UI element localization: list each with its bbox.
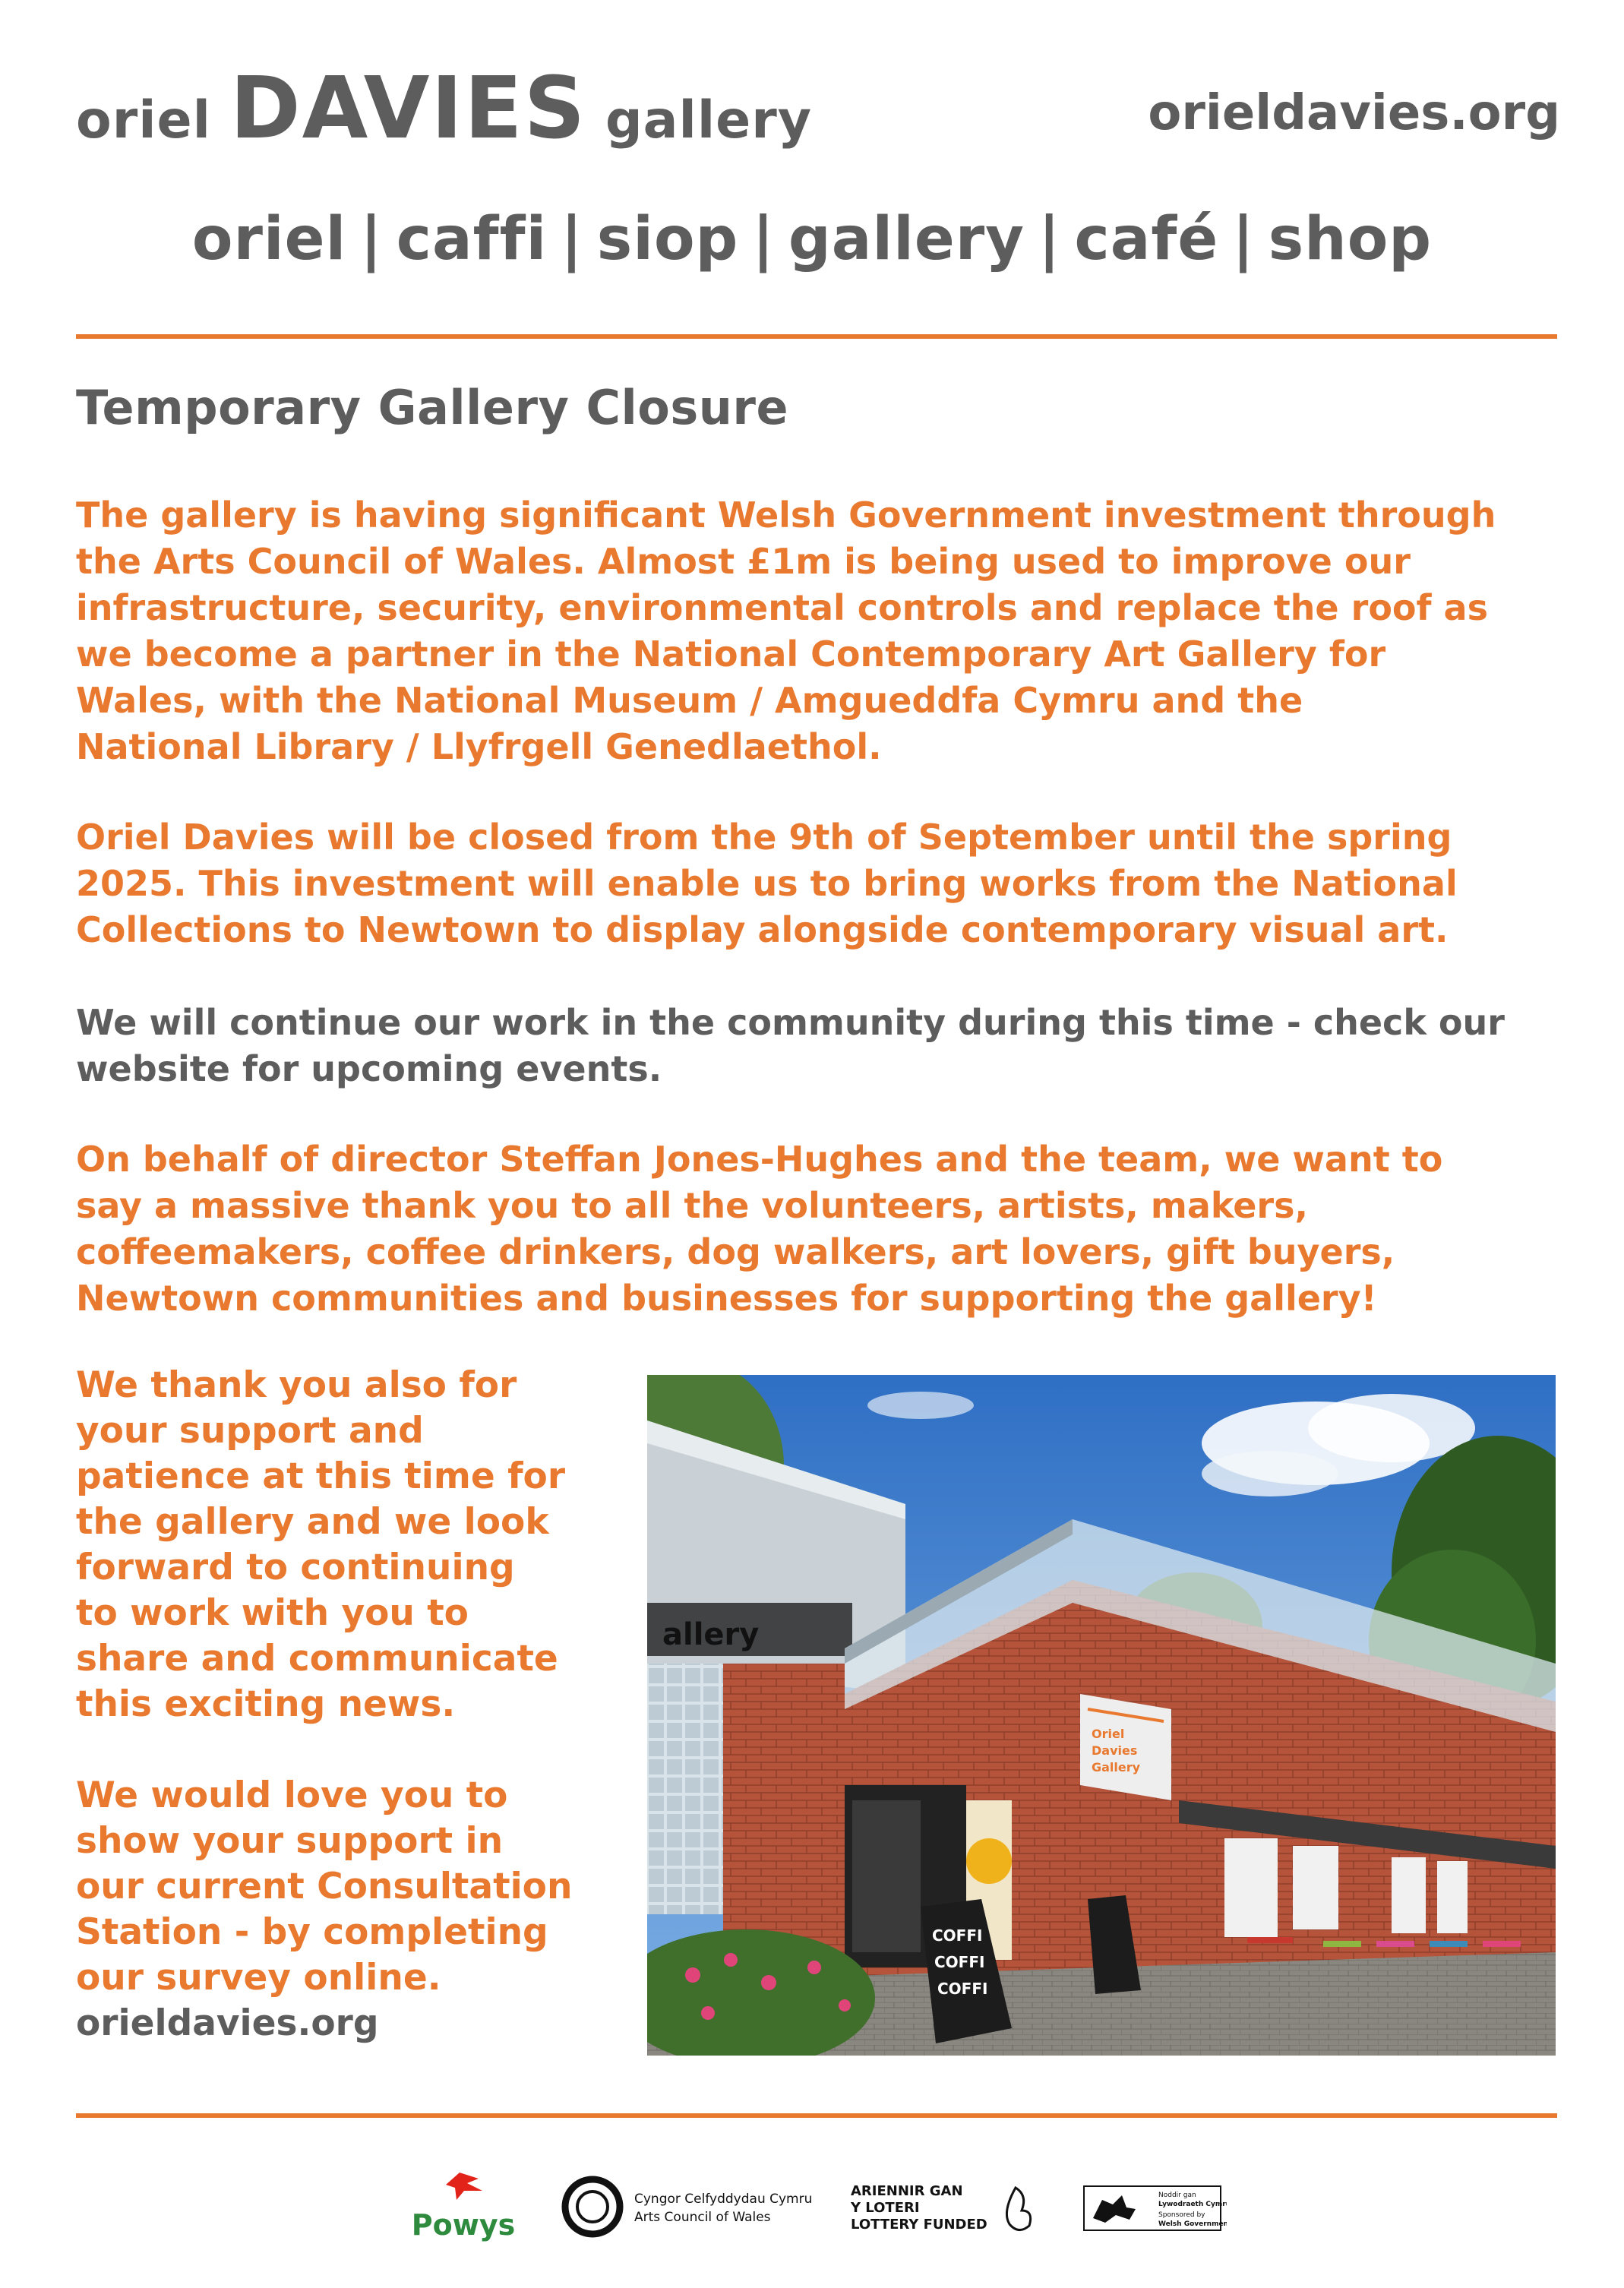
text-line: Collections to Newtown to display alongside contemporary visual art. [76,909,1449,950]
board-line: COFFI [932,1926,983,1945]
brand-main: DAVIES [229,59,587,158]
side-column [76,1363,638,2046]
text-line: your support and [76,1410,424,1452]
wg-line: Welsh Government [1158,2220,1227,2228]
text-line: patience at this time for [76,1455,566,1497]
nav-separator: | [752,205,775,273]
acw-line: Arts Council of Wales [634,2210,771,2225]
paragraph-thanks [76,1136,1565,1322]
funder-logos [0,2165,1624,2248]
text-line: infrastructure, security, environmental controls and replace the roof as [76,587,1488,628]
page-title: Temporary Gallery Closure [76,380,789,435]
powys-wordmark: Powys [411,2208,516,2242]
paragraph-community [76,1000,1565,1092]
nav-item-gallery: gallery [788,205,1025,273]
arts-council-logo [558,2165,847,2248]
facade-lettering: allery [662,1617,760,1652]
nav-separator: | [1232,205,1255,273]
nav-item-oriel: oriel [191,205,347,273]
bottom-divider [76,2113,1557,2118]
wg-line: Noddir gan [1158,2192,1196,2199]
lottery-line: LOTTERY FUNDED [851,2217,987,2233]
survey-link[interactable]: orieldavies.org [76,2002,379,2044]
service-nav [0,205,1624,273]
text-line: Station - by completing [76,1911,548,1953]
sign-line: Davies [1092,1743,1138,1758]
text-line: we become a partner in the National Contemporary Art Gallery for [76,634,1386,675]
acw-line: Cyngor Celfyddydau Cymru [634,2192,813,2207]
brand-prefix: oriel [76,90,211,150]
text-line: forward to continuing [76,1547,515,1588]
text-line: We will continue our work in the community during this time - check our [76,1002,1505,1043]
top-divider [76,334,1557,339]
text-line: the gallery and we look [76,1501,549,1543]
text-line: Wales, with the National Museum / Amgueddfa Cymru and the [76,680,1303,721]
text-line: show your support in [76,1820,504,1862]
wg-line: Sponsored by [1158,2211,1205,2219]
lottery-line: Y LOTERI [851,2200,920,2216]
text-line: say a massive thank you to all the volunteers, artists, makers, [76,1185,1308,1226]
text-line: 2025. This investment will enable us to bring works from the National [76,863,1458,904]
brand-wordmark [76,59,812,158]
lottery-logo [847,2165,1052,2248]
board-line: COFFI [937,1980,988,1998]
nav-separator: | [1038,205,1061,273]
lottery-line: ARIENNIR GAN [851,2183,963,2199]
arts-council-ring-icon [565,2179,620,2234]
text-line: our survey online. [76,1957,441,1999]
nav-separator: | [561,205,583,273]
paragraph-investment [76,492,1565,770]
nav-item-caffi: caffi [396,205,548,273]
text-line: our current Consultation [76,1866,573,1907]
text-line: National Library / Llyfrgell Genedlaethol. [76,726,882,767]
brand-suffix: gallery [605,90,813,150]
text-line: to work with you to [76,1592,469,1634]
text-line: share and communicate [76,1638,558,1680]
sign-line: Gallery [1092,1760,1141,1774]
gallery-building-photo [647,1375,1556,2056]
welsh-government-logo [1082,2165,1227,2248]
nav-item-cafe: café [1074,205,1219,273]
nav-item-siop: siop [596,205,739,273]
text-line: this exciting news. [76,1683,456,1725]
text-line: We thank you also for [76,1364,517,1406]
website-link[interactable]: orieldavies.org [1148,85,1560,141]
sign-line: Oriel [1092,1727,1125,1741]
text-line: the Arts Council of Wales. Almost £1m is being used to improve our [76,541,1411,582]
crossed-fingers-icon [1006,2188,1030,2230]
text-line: Newtown communities and businesses for supporting the gallery! [76,1278,1377,1319]
powys-logo [406,2165,520,2248]
nav-separator: | [360,205,383,273]
wg-line: Lywodraeth Cymru [1158,2201,1227,2208]
text-line: On behalf of director Steffan Jones-Hughes and the team, we want to [76,1139,1443,1180]
text-line: coffeemakers, coffee drinkers, dog walkers, art lovers, gift buyers, [76,1231,1395,1272]
text-line: website for upcoming events. [76,1048,662,1089]
board-line: COFFI [934,1953,985,1971]
dragon-icon [1093,2195,1136,2223]
text-line: We would love you to [76,1774,508,1816]
kite-icon [446,2173,482,2200]
paragraph-closure-dates [76,814,1565,953]
text-line: The gallery is having significant Welsh Government investment through [76,495,1496,536]
nav-item-shop: shop [1268,205,1433,273]
text-line: Oriel Davies will be closed from the 9th of September until the spring [76,817,1452,858]
